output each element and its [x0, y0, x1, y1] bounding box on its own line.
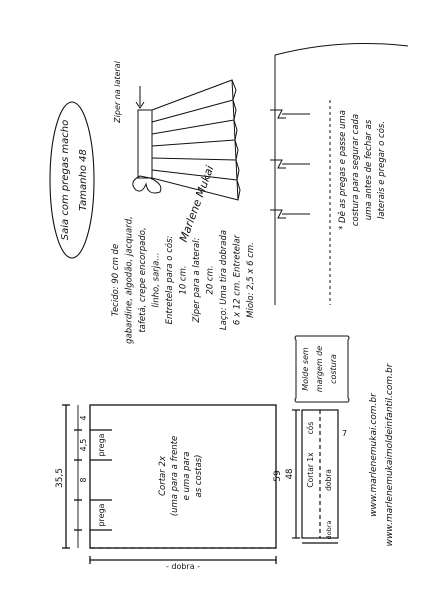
- website: [369, 362, 395, 546]
- main-skirt-pattern: [62, 405, 276, 564]
- materials-text-line-6: 10 cm.: [178, 265, 189, 295]
- dim-top-label: 35,5: [55, 467, 65, 489]
- materials-text-line-7: Zíper para a lateral:: [192, 237, 202, 323]
- materials-text-line-11: Miolo: 2,5 x 6 cm.: [246, 242, 256, 318]
- materials-text-line-1: Tecido: 90 cm de: [111, 243, 121, 317]
- skirt-pleat-line: [152, 100, 233, 122]
- materials-text-line-5: Entretela para o cós:: [165, 235, 175, 325]
- skirt-body: [152, 80, 238, 200]
- pleats-note-line-1: * Dê as pregas e passe uma: [338, 110, 348, 230]
- materials-text-line-4: linho, sarja...: [151, 252, 162, 308]
- website-line-1: www.marlenemukai.com.br: [369, 393, 379, 517]
- waistband-side-label: dobra: [325, 520, 333, 540]
- piece-line-2: (uma para a frente: [170, 435, 180, 517]
- materials-text-line-3: tafetá, crepe encorpado,: [138, 227, 148, 333]
- materials-text-line-10: 6 x 12 cm. Entretelar: [232, 234, 243, 326]
- waistband-cut-label: Cortar 1x: [306, 452, 315, 488]
- dim-a-label: 4: [79, 415, 88, 421]
- title-line-1: Saia com pregas macho: [60, 119, 71, 241]
- waistband-cos-label: cós: [306, 421, 315, 435]
- pleats-note: [337, 110, 387, 230]
- skirt-pleat-line: [152, 120, 234, 134]
- materials-text-line-2: gabardine, algodão, jacquard,: [124, 216, 135, 344]
- seam-note-line-3: costura: [329, 354, 338, 384]
- skirt-pleat-line: [152, 158, 236, 160]
- waistband-dim-height: 7: [342, 429, 348, 438]
- waistband-dim-width: 48: [285, 468, 295, 480]
- piece-line-4: as costas): [194, 454, 204, 498]
- dim-width-label: 59: [273, 470, 283, 482]
- materials-text-line-9: Laço: Uma tira dobrada: [219, 229, 229, 331]
- seam-note-line-2: margem de: [315, 345, 324, 393]
- piece-line-1: Cortar 2x: [158, 456, 168, 496]
- fold-label: - dobra -: [165, 562, 201, 571]
- waistband-fold-label: dobra: [324, 469, 333, 491]
- prega-label-1: prega: [97, 433, 106, 457]
- signature: Marlene Mukai: [176, 163, 217, 244]
- seam-note: [295, 336, 349, 402]
- skirt-illustration: [133, 80, 240, 200]
- piece-line-3: e uma para: [182, 451, 192, 501]
- seam-note-line-1: Molde sem: [301, 347, 310, 391]
- skirt-bow-icon: [133, 176, 161, 193]
- waist-curve: [275, 43, 408, 55]
- prega-label-2: prega: [97, 503, 106, 527]
- website-line-2: www.marlenemukaimoldeinfantil.com.br: [385, 363, 395, 547]
- skirt-waistband: [138, 110, 152, 178]
- pleats-note-line-2: costura para segurar cada: [351, 113, 361, 227]
- pleat-mark-group: [270, 110, 310, 218]
- title-bubble: [50, 102, 94, 258]
- dim-b-label: 4,5: [79, 438, 88, 452]
- title-line-2: Tamanho 48: [78, 149, 89, 211]
- zipper-label: Ziper na lateral: [113, 61, 122, 123]
- pleats-note-line-4: laterais e pregar o cós.: [377, 120, 387, 220]
- pleats-note-line-3: uma antes de fechar as: [364, 119, 374, 221]
- skirt-pleat-line: [152, 170, 237, 180]
- dim-c-label: 8: [79, 477, 88, 483]
- skirt-pleat-line: [152, 140, 235, 146]
- materials-text-line-8: 20 cm.: [205, 265, 216, 295]
